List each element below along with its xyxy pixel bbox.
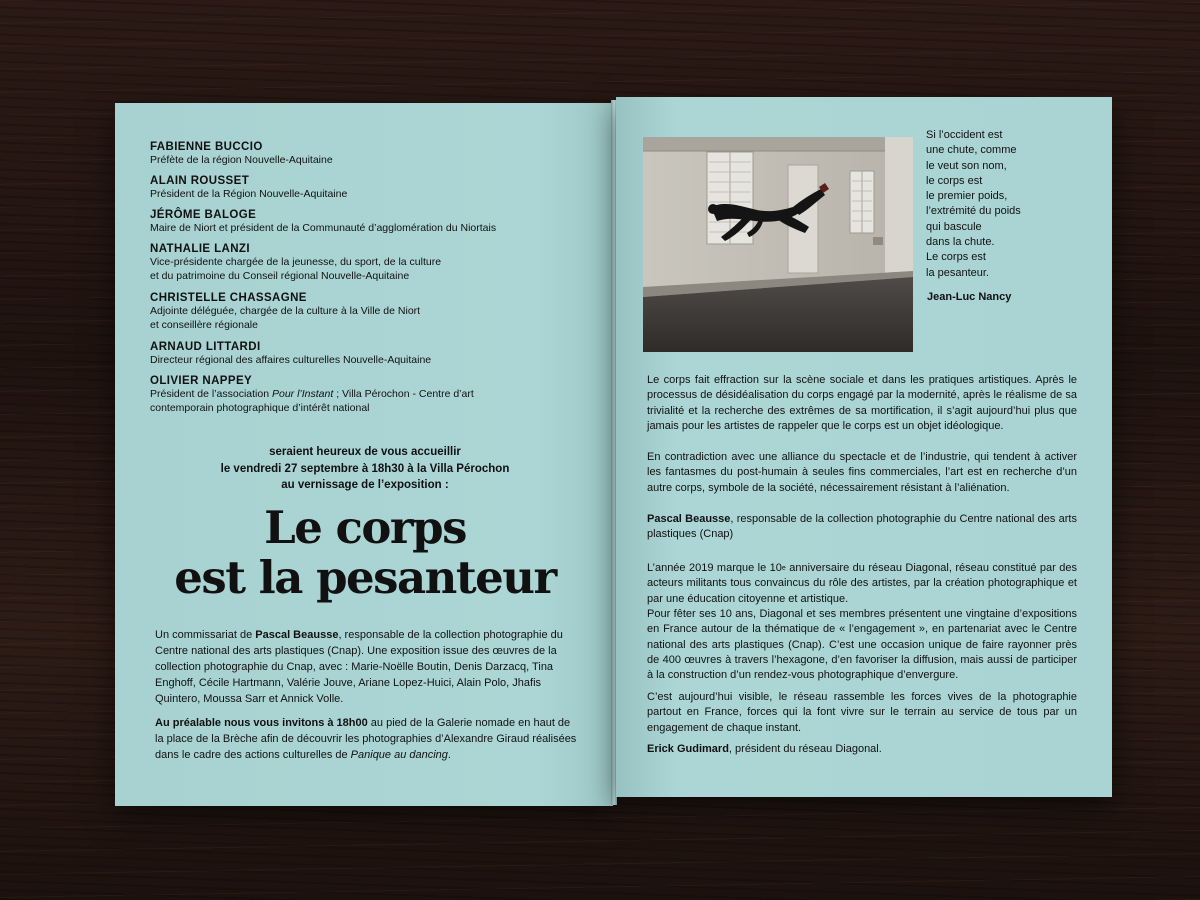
preview-end: .: [447, 749, 451, 761]
poem: [926, 128, 1066, 281]
title-line: Le corps: [264, 501, 466, 554]
poem-line: la pesanteur.: [926, 266, 989, 279]
person-chassagne: [150, 291, 590, 332]
person-name: NATHALIE LANZI: [150, 243, 250, 255]
invitation-line: le vendredi 27 septembre à 18h30 à la Villa Pérochon: [220, 462, 510, 475]
poem-author: Jean-Luc Nancy: [927, 291, 1012, 303]
poem-line: le premier poids,: [926, 190, 1008, 203]
person-role: et du patrimoine du Conseil régional Nouvelle-Aquitaine: [150, 269, 410, 282]
person-nappey: [150, 374, 590, 415]
poem-line: le veut son nom,: [926, 159, 1007, 172]
falling-man-photo: [643, 137, 913, 352]
person-role: Président de la Région Nouvelle-Aquitaine: [150, 188, 348, 200]
curator-name: Pascal Beausse: [255, 629, 339, 641]
signature-title: , responsable de la collection photographie du Centre national des arts plastiques (Cnap): [647, 513, 1077, 541]
person-baloge: [150, 208, 590, 236]
curation-paragraph: [155, 627, 580, 707]
event-name: Panique au dancing: [350, 749, 448, 761]
person-buccio: [150, 140, 590, 168]
curator-signature: [647, 512, 1077, 543]
person-role: et conseillère régionale: [150, 318, 258, 331]
curator-text-paragraph-1: Le corps fait effraction sur la scène sociale et dans les pratiques artistiques. Après le processus de désidéalisation du corps engagé par la modernité, après le réalisme de sa trivialité et la recherche des extrêmes de sa mortification, il s’agit aujourd’hui plus que jamais pour les artistes de rappeler que le corps est un objet idéologique.: [647, 374, 1077, 432]
role-text: ; Villa Pérochon - Centre d’art: [333, 388, 474, 400]
person-role: contemporain photographique d’intérêt national: [150, 401, 370, 414]
person-name: JÉRÔME BALOGE: [150, 209, 257, 221]
person-role: Directeur régional des affaires culturelles Nouvelle-Aquitaine: [150, 354, 432, 366]
person-name: FABIENNE BUCCIO: [150, 141, 263, 153]
brochure-right-page: [616, 97, 1112, 797]
poem-line: Le corps est: [926, 251, 986, 264]
diagonal-paragraph-2: Pour fêter ses 10 ans, Diagonal et ses membres présentent une vingtaine d’expositions en France autour de la thématique de « l’engagement », en partenariat avec le Centre national des arts plastiques (Cnap). C’est une occasion unique de faire rayonner près de 400 œuvres à travers l’hexagone, d’en favoriser la diffusion, mais aussi de participer à la construction d’un rendez-vous photographique d’envergure.: [647, 608, 1077, 682]
person-role: Vice-présidente chargée de la jeunesse, du sport, de la culture: [150, 256, 442, 268]
curation-text: , responsable de la collection photographie du Centre national des arts plastiques (Cnap). Une exposition issue des œuvres de la collection photographie du Cnap, avec : Marie-Noëlle Boutin, Denis Darzacq, Tina Enghoff, Cécile Hartmann, Valérie Jouve, Ariane Lopez-Huici, Alain Polo, Jhafis Quintero, Moussa Sarr et Annick Volle.: [155, 629, 563, 705]
para-text: L’année 2019 marque le 10: [647, 562, 782, 574]
diagonal-signature: [647, 742, 1077, 757]
curator-text-paragraph-2: En contradiction avec une alliance du spectacle et de l’industrie, qui tendent à activer les fantasmes du post-humain à seules fins commerciales, l’art est en recherche d’un autre corps, symbole de la société, nécessairement résistant à l’aliénation.: [647, 451, 1077, 494]
person-rousset: [150, 174, 590, 202]
person-name: OLIVIER NAPPEY: [150, 375, 253, 387]
diagonal-paragraph-3: C’est aujourd’hui visible, le réseau rassemble les forces vives de la photographie partout en France, forces qui la font vivre sur le terrain au service de tous par un engagement de chaque instant.: [647, 691, 1077, 734]
signature-title: , président du réseau Diagonal.: [728, 743, 882, 755]
person-name: CHRISTELLE CHASSAGNE: [150, 292, 307, 304]
role-text: Président de l’association: [150, 388, 272, 400]
curation-prefix: Un commissariat de: [155, 629, 256, 641]
superscript: e: [781, 565, 786, 572]
association-name: Pour l’Instant: [272, 388, 334, 400]
exhibition-title: [135, 503, 595, 603]
brochure-left-page: [115, 103, 613, 806]
poem-line: qui bascule: [926, 220, 982, 233]
person-role: Maire de Niort et président de la Communauté d’agglomération du Niortais: [150, 222, 497, 234]
title-line: est la pesanteur: [174, 551, 556, 604]
para-text: anniversaire du réseau Diagonal, réseau constitué par des acteurs militants tous convaincus du rôle des artistes, par la création photographique et par une éducation citoyenne et artistique.: [647, 562, 1077, 605]
photo-illustration: [643, 137, 913, 352]
invitation-line: au vernissage de l’exposition :: [281, 479, 449, 491]
poem-line: Si l’occident est: [926, 129, 1003, 141]
person-name: ALAIN ROUSSET: [150, 175, 250, 187]
poem-line: l’extrémité du poids: [926, 205, 1021, 218]
poem-line: une chute, comme: [926, 144, 1017, 157]
person-littardi: [150, 340, 590, 368]
person-lanzi: [150, 242, 590, 283]
person-role: [150, 388, 590, 402]
invitation-line: seraient heureux de vous accueillir: [269, 446, 461, 458]
invitation-text: [155, 444, 575, 494]
person-role: Préfète de la région Nouvelle-Aquitaine: [150, 154, 333, 166]
preview-paragraph: [155, 715, 580, 763]
preview-text: au pied de la Galerie nomade en haut de la place de la Brèche afin de découvrir les photographies d’Alexandre Giraud réalisées dans le cadre des actions culturelles de: [155, 717, 577, 761]
signature-name: Erick Gudimard: [647, 743, 729, 755]
signature-name: Pascal Beausse: [647, 513, 731, 525]
poem-line: dans la chute.: [926, 236, 995, 249]
preview-bold: Au préalable nous vous invitons à 18h00: [155, 717, 368, 729]
poem-line: le corps est: [926, 174, 983, 187]
person-role: Adjointe déléguée, chargée de la culture à la Ville de Niort: [150, 305, 421, 317]
person-name: ARNAUD LITTARDI: [150, 341, 261, 353]
diagonal-paragraph-1: [647, 561, 1077, 607]
